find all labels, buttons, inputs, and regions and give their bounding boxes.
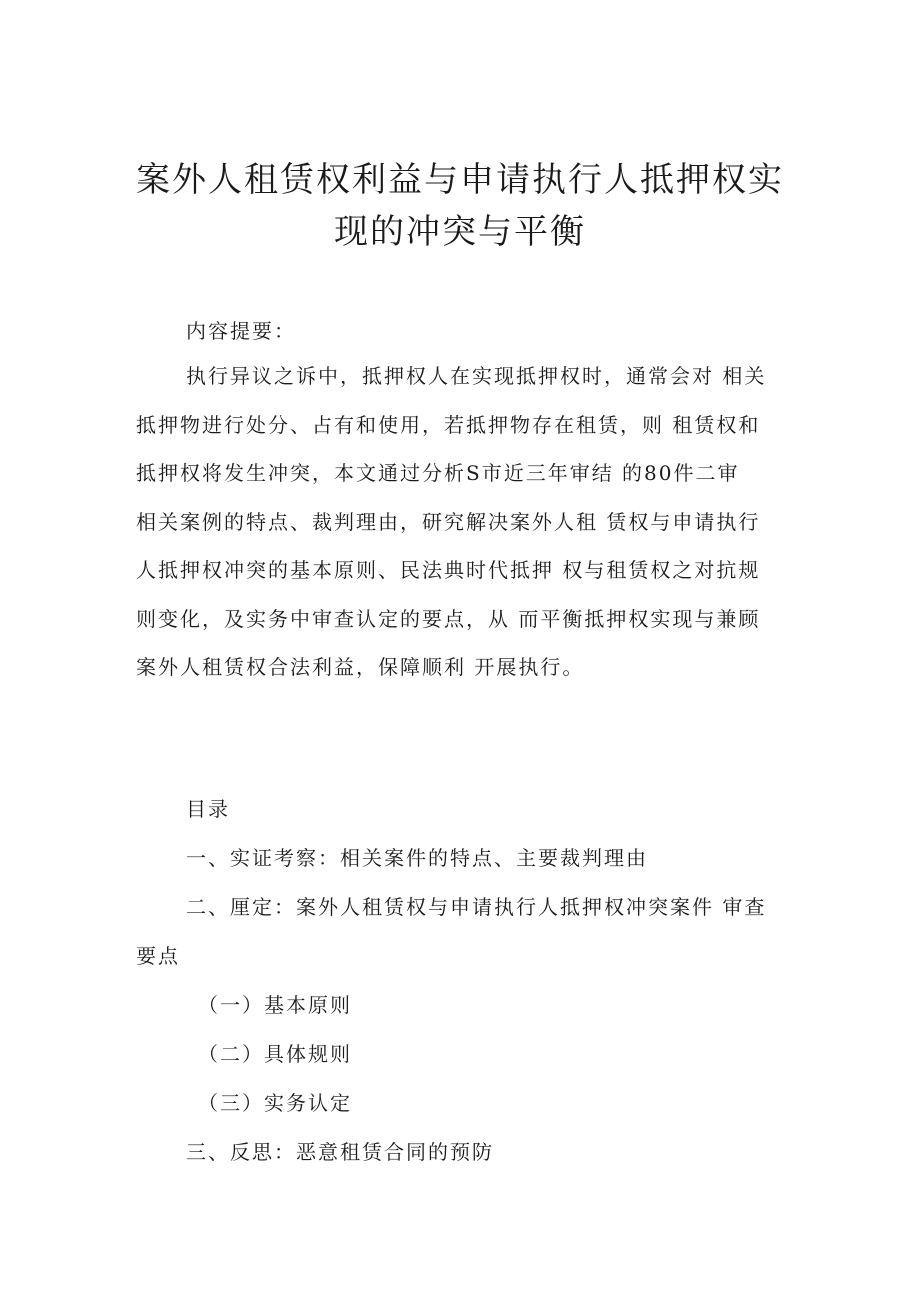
abstract-line: 则变化，及实务中审查认定的要点，从 而平衡抵押权实现与兼顾 (136, 606, 761, 631)
abstract-line: 执行异议之诉中，抵押权人在实现抵押权时，通常会对 相关 (186, 364, 767, 388)
toc-item-3: 三、反思：恶意租赁合同的预防 (186, 1140, 494, 1164)
abstract-label: 内容提要： (186, 319, 296, 343)
toc-subitem-2-2: （二）具体规则 (198, 1042, 352, 1066)
abstract-line: 人抵押权冲突的基本原则、民法典时代抵押 权与租赁权之对抗规 (136, 558, 761, 582)
toc-subitem-2-1: （一）基本原则 (198, 993, 352, 1017)
toc-item-1: 一、实证考察：相关案件的特点、主要裁判理由 (186, 846, 648, 870)
abstract-body (136, 352, 796, 692)
abstract-line: 抵押物进行处分、占有和使用，若抵押物存在租赁，则 租赁权和 (136, 412, 761, 437)
toc-item-2-line-2: 要点 (136, 944, 180, 968)
toc-subitem-2-3: （三）实务认定 (198, 1091, 352, 1115)
toc-label: 目录 (186, 797, 230, 821)
document-title-line-1: 案外人租赁权利益与申请执行人抵押权实 (136, 160, 784, 200)
abstract-line: 案外人租赁权合法利益，保障顺利 开展执行。 (136, 655, 585, 679)
abstract-line: 抵押权将发生冲突，本文通过分析S市近三年审结 的80件二审 (136, 461, 740, 485)
toc-item-2-line-1: 二、厘定：案外人租赁权与申请执行人抵押权冲突案件 审查 (186, 895, 767, 919)
abstract-line: 相关案例的特点、裁判理由，研究解决案外人租 赁权与申请执行 (136, 509, 761, 534)
document-title-line-2: 现的冲突与平衡 (334, 212, 586, 252)
